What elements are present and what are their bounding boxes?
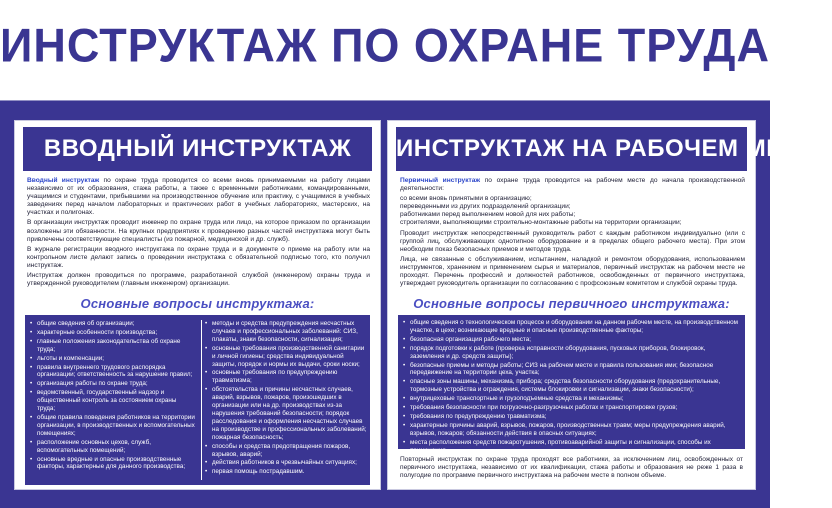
induction-questions-box	[25, 315, 370, 485]
workplace-lead-term: Первичный инструктаж	[400, 177, 481, 184]
workplace-questions-box	[398, 315, 745, 454]
workplace-para-1	[400, 177, 745, 193]
induction-questions-heading: Основные вопросы инструктажа:	[80, 296, 315, 311]
question-item: • первая помощь пострадавшим.	[205, 468, 367, 476]
question-item: • общие правила поведения работников на территории организации, в производственных и вспомогательных помещениях;	[30, 414, 196, 438]
workplace-questions-heading: Основные вопросы первичного инструктажа:	[413, 296, 730, 311]
question-item: • основные требования по предупреждению травматизма;	[205, 369, 367, 385]
question-item: • требования безопасности при погрузочно-разгрузочных работах и транспортировке грузов;	[403, 404, 740, 412]
question-item: • характерные особенности производства;	[30, 329, 196, 337]
question-item: • обстоятельства и причины несчастных случаев, аварий, взрывов, пожаров, произошедших в организации или на др. производствах из-за нарушения требований безопасности; порядок расследования и оформления несчастных случаев на производстве и профессиональных заболеваний; пожарная безопасность;	[205, 386, 367, 441]
question-item: • безопасные приемы и методы работы; СИЗ на рабочем месте и правила пользования ими; безопасное передвижение на территории цеха, участка;	[403, 362, 740, 378]
workplace-para-2: Проводит инструктаж непосредственный руководитель работ с каждым работником индивидуально (или с группой лиц, обслуживающих однотипное оборудование и в пределах общего рабочего места). При этом необходим показ безопасных приемов и методов труда.	[400, 229, 745, 253]
question-item: • характерные причины аварий, взрывов, пожаров, производственных травм; меры предупреждения аварий, взрывов, пожаров; обязанности действия в опасных ситуациях;	[403, 422, 740, 438]
workplace-list-item: со всеми вновь принятыми в организацию;	[400, 195, 532, 203]
question-item: • действия работников в чрезвычайных ситуациях;	[205, 459, 367, 467]
question-item: • внутрицеховые транспортные и грузоподъемные средства и механизмы;	[403, 395, 740, 403]
question-item: • расположение основных цехов, служб, вспомогательных помещений;	[30, 439, 196, 455]
question-item: • безопасная организация рабочего места;	[403, 336, 740, 344]
question-item: • места расположения средств пожаротушения, противоаварийной защиты и сигнализации, способы их применения.	[403, 439, 740, 455]
induction-lead-term: Вводный инструктаж	[27, 177, 100, 184]
question-item: • организация работы по охране труда;	[30, 380, 196, 388]
workplace-list-item: строителями, выполняющими строительно-монтажные работы на территории организации;	[400, 219, 682, 227]
induction-panel	[14, 120, 381, 490]
workplace-text	[400, 177, 745, 290]
induction-text	[27, 177, 370, 290]
workplace-list	[400, 195, 745, 227]
question-item: • правила внутреннего трудового распорядка организации; ответственность за нарушение правил;	[30, 364, 196, 380]
induction-questions-col-2	[205, 320, 367, 477]
workplace-para-1-text: по охране труда проводится на рабочем месте до начала производственной деятельности:	[400, 177, 745, 193]
question-item: • льготы и компенсации;	[30, 355, 196, 363]
question-item: • требования по предупреждению травматизма;	[403, 413, 740, 421]
workplace-para-3: Лица, не связанные с обслуживанием, испытанием, наладкой и ремонтом оборудования, использованием инструментов, хранением и применением сырья и материалов, первичный инструктаж на рабочем месте не проходят. Перечень профессий и должностей работников, освобожденных от первичного инструктажа, утверждает руководитель организации по согласованию с профсоюзным комитетом и службой охраны труда.	[400, 255, 745, 288]
question-item: • общие сведения о технологическом процессе и оборудовании на данном рабочем месте, на производственном участке, в цехе; возникающие вредные и опасные производственные факторы;	[403, 319, 740, 335]
poster-title: ИНСТРУКТАЖ ПО ОХРАНЕ ТРУДА	[0, 0, 770, 100]
question-item: • порядок подготовки к работе (проверка исправности оборудования, пусковых приборов, блокировок, заземления и др. средств защиты);	[403, 345, 740, 361]
question-item: • способы и средства предотвращения пожаров, взрывов, аварий;	[205, 443, 367, 459]
induction-questions-col-1	[30, 320, 196, 472]
question-item: • методы и средства предупреждения несчастных случаев и профессиональных заболеваний: СИЗ, плакаты, знаки безопасности, сигнализация;	[205, 320, 367, 344]
question-item: • опасные зоны машины, механизма, прибора; средства безопасности оборудования (предохранительные, тормозные устройства и ограждения, системы блокировки и сигнализации, знаки безопасности);	[403, 378, 740, 394]
induction-para-4: Инструктаж должен проводиться по программе, разработанной службой (инженером) охраны труда и утвержденной руководителем (главным инженером) организации.	[27, 272, 370, 288]
induction-para-3: В журнале регистрации вводного инструктажа по охране труда и в документе о приеме на работу или на контрольном листе делают запись о проведении инструктажа с обязательной подписью того, кто получил инструктаж.	[27, 245, 370, 269]
workplace-questions-list	[403, 319, 740, 455]
induction-title: ВВОДНЫЙ ИНСТРУКТАЖ	[23, 127, 372, 171]
workplace-panel	[387, 120, 832, 490]
repeat-briefing-text: Повторный инструктаж по охране труда проходят все работники, за исключением лиц, освобожденных от первичного инструктажа, независимо от их квалификации, стажа работы и образования не реже 1 раза в полугодие по программе первичного инструктажа на рабочем месте в полном объеме.	[400, 456, 743, 480]
box-divider	[201, 320, 202, 480]
workplace-list-item: переведенными из других подразделений организации;	[400, 203, 571, 211]
question-item: • основные требования производственной санитарии и личной гигиены; средства индивидуальной защиты, порядок и нормы их выдачи, сроки носки;	[205, 345, 367, 369]
question-item: • общие сведения об организации;	[30, 320, 196, 328]
induction-para-1-text: по охране труда проводится со всеми вновь принимаемыми на работу лицами независимо от их образования, стажа работы, а также с временными работниками, командированными, учащимися и студентами, прибывшими на производственное обучение или практику, с учащимися в учебных заведениях перед началом лабораторных и практических работ в учебных лабораториях, мастерских, на участках и полигонах.	[27, 177, 370, 217]
induction-para-1	[27, 177, 370, 217]
induction-para-2: В организации инструктаж проводит инженер по охране труда или лицо, на которое приказом по организации возложены эти обязанности. На крупных предприятиях к проведению разных частей инструктажа могут быть привлечены соответствующие специалисты (из пожарной, медицинской и др. служб).	[27, 219, 370, 243]
question-item: • ведомственный, государственный надзор и общественный контроль за состоянием охраны труда;	[30, 389, 196, 413]
question-item: • основные вредные и опасные производственные факторы, характерные для данного производства;	[30, 456, 196, 472]
workplace-title: ИНСТРУКТАЖ НА РАБОЧЕМ МЕСТЕ	[396, 127, 747, 171]
workplace-list-item: работниками перед выполнением новой для них работы;	[400, 211, 576, 219]
question-item: • главные положения законодательства об охране труда;	[30, 338, 196, 354]
